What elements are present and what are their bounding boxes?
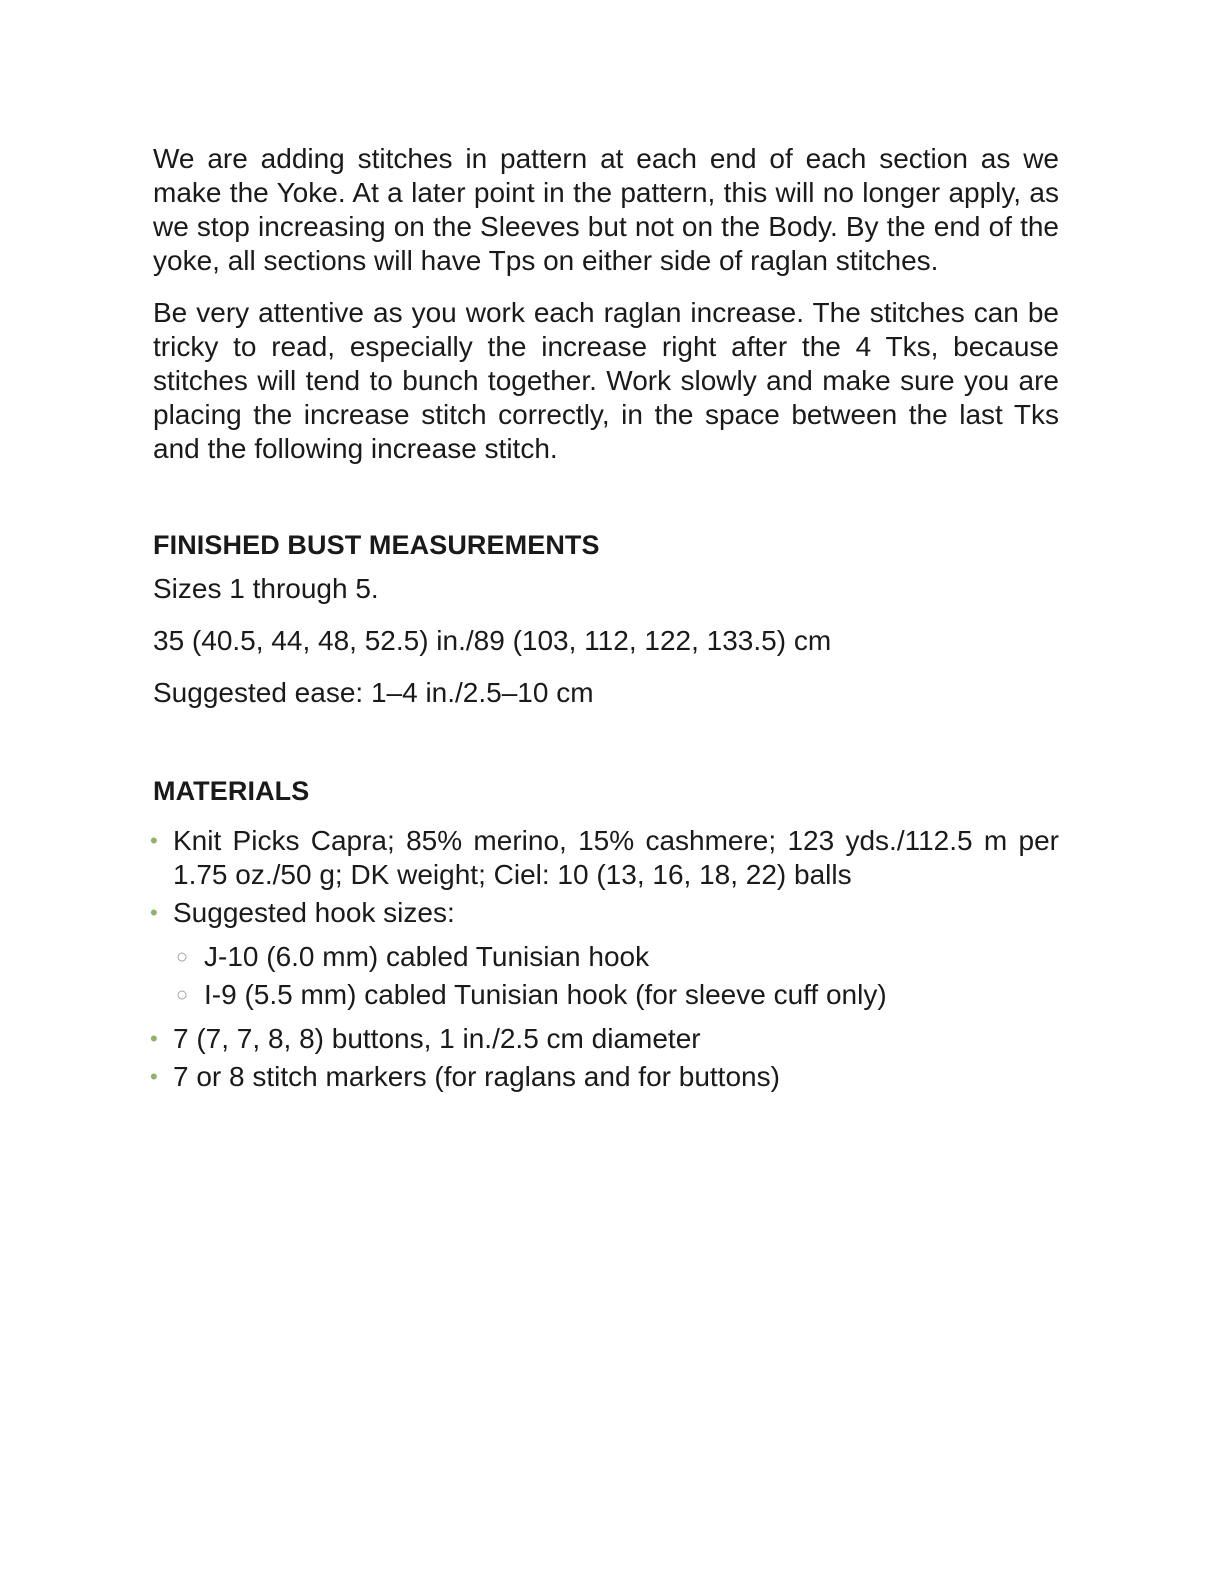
bust-measurements-heading: FINISHED BUST MEASUREMENTS [153, 530, 600, 560]
intro-paragraph-raglan-increase: Be very attentive as you work each raglan increase. The stitches can be tricky to read, especially the increase right after the 4 Tks, because stitches will tend to bunch together. Work slowly and make sure you are placing the increase stitch correctly, in the space between the last Tks and the following increase stitch. [153, 297, 1059, 464]
materials-list [150, 824, 1059, 1094]
hook-sizes-list [153, 940, 1059, 1012]
bullet-icon: • [150, 1064, 158, 1089]
list-item [150, 896, 1059, 930]
intro-paragraph-yoke: We are adding stitches in pattern at each end of each section as we make the Yoke. At a later point in the pattern, this will no longer apply, as we stop increasing on the Sleeves but not on the Body. By the end of the yoke, all sections will have Tps on either side of raglan stitches. [153, 143, 1059, 276]
list-item [153, 978, 1059, 1012]
materials-heading: MATERIALS [153, 776, 310, 806]
bust-measurements-text: 35 (40.5, 44, 48, 52.5) in./89 (103, 112, 122, 133.5) cm [153, 625, 832, 656]
circle-bullet-icon: ○ [176, 946, 189, 968]
circle-bullet-icon: ○ [176, 984, 189, 1006]
list-item [150, 1060, 1059, 1094]
sizes-text: Sizes 1 through 5. [153, 573, 379, 604]
hook-size-text: J-10 (6.0 mm) cabled Tunisian hook [204, 941, 650, 972]
hook-sizes-sublist-wrapper [153, 940, 1059, 1012]
list-item [150, 824, 1059, 892]
bullet-icon: • [150, 828, 158, 853]
material-buttons-text: 7 (7, 7, 8, 8) buttons, 1 in./2.5 cm diameter [173, 1023, 701, 1054]
hook-size-text: I-9 (5.5 mm) cabled Tunisian hook (for sleeve cuff only) [204, 979, 887, 1010]
material-stitch-markers-text: 7 or 8 stitch markers (for raglans and for buttons) [173, 1061, 780, 1092]
document-page [150, 142, 1059, 1098]
suggested-ease-text: Suggested ease: 1–4 in./2.5–10 cm [153, 677, 594, 708]
material-hook-sizes-text: Suggested hook sizes: [173, 897, 455, 928]
list-item [150, 1022, 1059, 1056]
bullet-icon: • [150, 1026, 158, 1051]
material-yarn-text: Knit Picks Capra; 85% merino, 15% cashmere; 123 yds./112.5 m per 1.75 oz./50 g; DK weight; Ciel: 10 (13, 16, 18, 22) balls [173, 825, 1059, 890]
bullet-icon: • [150, 900, 158, 925]
list-item [153, 940, 1059, 974]
